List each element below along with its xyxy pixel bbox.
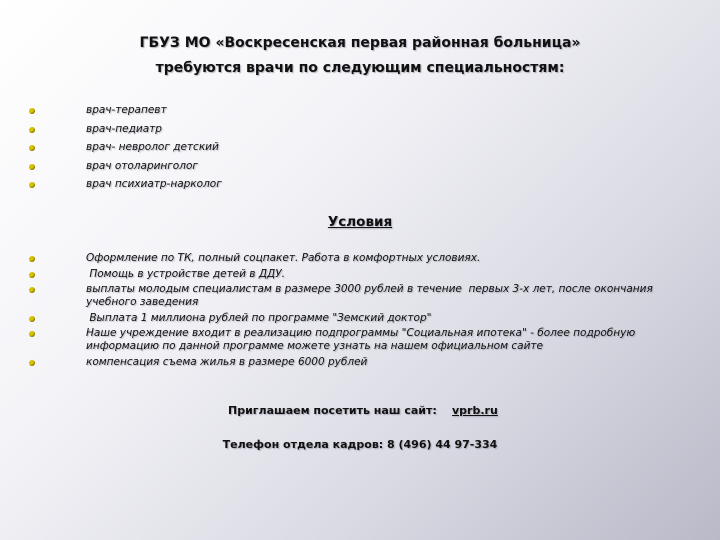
list-item: Оформление по ТК, полный соцпакет. Работа в комфортных условиях. [0,252,676,265]
bullet-icon [29,272,35,278]
site-invite-text: Приглашаем посетить наш сайт: [228,404,437,417]
bullet-icon [29,360,35,366]
list-item: врач психиатр-нарколог [0,178,676,197]
specialties-list [0,104,676,197]
conditions-list [0,252,676,371]
bullet-icon [29,127,35,133]
list-item: выплаты молодым специалистам в размере 3000 рублей в течение первых 3-х лет, после окончания учебного заведения [0,283,676,309]
list-item: Помощь в устройстве детей в ДДУ. [0,268,676,281]
bullet-icon [29,145,35,151]
bullet-icon [29,164,35,170]
list-item: компенсация съема жилья в размере 6000 рублей [0,356,676,369]
list-item: врач-педиатр [0,123,676,142]
conditions-heading: Условия [327,214,393,230]
bullet-icon [29,316,35,322]
bullet-icon [29,108,35,114]
bullet-icon [29,331,35,337]
list-item: врач- невролог детский [0,141,676,160]
hr-phone: Телефон отдела кадров: 8 (496) 44 97-334 [222,438,498,451]
page-title: ГБУЗ МО «Воскресенская первая районная больница» [139,35,581,51]
bullet-icon [29,287,35,293]
page-subtitle: требуются врачи по следующим специальностям: [155,60,565,76]
bullet-icon [29,256,35,262]
bullet-icon [29,182,35,188]
list-item: Выплата 1 миллиона рублей по программе "Земский доктор" [0,312,676,325]
list-item: врач отоларинголог [0,160,676,179]
list-item: Наше учреждение входит в реализацию подпрограммы "Социальная ипотека" - более подробную информацию по данной программе можете узнать на нашем официальном сайте [0,327,676,353]
site-link[interactable]: vprb.ru [452,404,498,417]
list-item: врач-терапевт [0,104,676,123]
